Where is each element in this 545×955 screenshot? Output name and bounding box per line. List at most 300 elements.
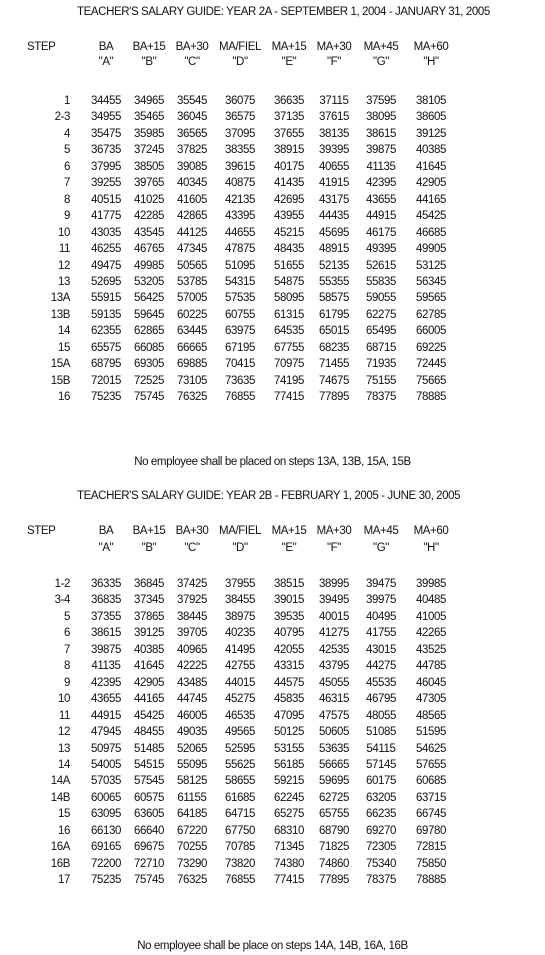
- salary-cell: 42395: [91, 676, 121, 689]
- column-header: MA+30: [316, 525, 352, 537]
- salary-cell: 38505: [134, 160, 164, 173]
- guide-note: No employee shall be placed on steps 13A, 13B, 15A, 15B: [134, 456, 411, 468]
- salary-cell: 55625: [225, 758, 255, 771]
- salary-cell: 66665: [177, 341, 207, 354]
- salary-cell: 40175: [274, 160, 304, 173]
- salary-cell: 50125: [274, 726, 304, 739]
- salary-cell: 40235: [225, 627, 255, 640]
- salary-cell: 43035: [91, 226, 121, 239]
- salary-cell: 51655: [274, 259, 304, 272]
- salary-cell: 56425: [134, 292, 164, 305]
- step-number: 6: [64, 160, 70, 173]
- salary-cell: 57655: [416, 758, 446, 771]
- salary-cell: 41025: [134, 193, 164, 206]
- step-number: 16: [58, 824, 70, 837]
- salary-cell: 46315: [319, 693, 349, 706]
- salary-cell: 37115: [319, 95, 349, 107]
- salary-cell: 42135: [225, 193, 255, 206]
- salary-cell: 53205: [134, 275, 164, 288]
- salary-cell: 54625: [416, 742, 446, 755]
- salary-cell: 41775: [91, 210, 121, 223]
- salary-cell: 67750: [225, 824, 255, 837]
- salary-cell: 54315: [225, 275, 255, 288]
- salary-cell: 69305: [134, 358, 164, 371]
- salary-cell: 46765: [134, 243, 164, 256]
- step-number: 16B: [50, 857, 70, 870]
- salary-cell: 42265: [416, 627, 446, 640]
- salary-cell: 73635: [225, 374, 255, 387]
- salary-cell: 71935: [366, 358, 396, 371]
- salary-cell: 41435: [274, 177, 304, 190]
- salary-cell: 38135: [319, 127, 349, 140]
- salary-cell: 44275: [366, 660, 396, 673]
- salary-cell: 43395: [225, 210, 255, 223]
- column-header: BA+15: [132, 41, 166, 53]
- salary-cell: 72710: [134, 857, 164, 870]
- salary-cell: 39015: [274, 594, 304, 607]
- salary-cell: 52065: [177, 742, 207, 755]
- salary-cell: 75850: [416, 857, 446, 870]
- salary-cell: 39875: [366, 144, 396, 157]
- salary-cell: 54875: [274, 275, 304, 288]
- salary-cell: 37995: [91, 160, 121, 173]
- salary-cell: 48055: [366, 709, 396, 722]
- salary-cell: 64185: [177, 808, 207, 821]
- salary-cell: 49395: [366, 243, 396, 256]
- step-number: 5: [64, 610, 70, 623]
- salary-cell: 61795: [319, 308, 349, 321]
- salary-cell: 39495: [319, 594, 349, 607]
- salary-cell: 73105: [177, 374, 207, 387]
- salary-cell: 66005: [416, 325, 446, 338]
- salary-cell: 36735: [91, 144, 121, 157]
- salary-cell: 45425: [134, 709, 164, 722]
- salary-cell: 50975: [91, 742, 121, 755]
- salary-cell: 39615: [225, 160, 255, 173]
- salary-cell: 42225: [177, 660, 207, 673]
- salary-cell: 39985: [416, 578, 446, 590]
- salary-cell: 37425: [177, 578, 207, 590]
- salary-cell: 46045: [416, 676, 446, 689]
- salary-cell: 43175: [319, 193, 349, 206]
- salary-cell: 43525: [416, 643, 446, 656]
- salary-cell: 75235: [91, 874, 121, 887]
- salary-cell: 75665: [416, 374, 446, 387]
- column-code: "F": [327, 542, 341, 554]
- salary-cell: 38615: [91, 627, 121, 640]
- salary-cell: 43015: [366, 643, 396, 656]
- salary-cell: 44915: [91, 709, 121, 722]
- column-code: "C": [184, 542, 200, 554]
- salary-cell: 51595: [416, 726, 446, 739]
- salary-cell: 38445: [177, 610, 207, 623]
- column-header: MA+60: [413, 525, 449, 537]
- salary-cell: 39975: [366, 594, 396, 607]
- column-code: "B": [141, 542, 157, 554]
- salary-cell: 61685: [225, 791, 255, 804]
- step-number: 13: [58, 275, 70, 288]
- salary-cell: 38615: [366, 127, 396, 140]
- salary-cell: 49565: [225, 726, 255, 739]
- salary-cell: 76325: [177, 391, 207, 404]
- salary-cell: 53125: [416, 259, 446, 272]
- step-number: 9: [64, 676, 70, 689]
- salary-cell: 35545: [177, 95, 207, 107]
- salary-cell: 45695: [319, 226, 349, 239]
- salary-cell: 56665: [319, 758, 349, 771]
- column-header: BA: [98, 525, 114, 537]
- column-header: MA/FIEL: [219, 525, 261, 537]
- step-number: 3-4: [54, 594, 70, 607]
- step-number: 2-3: [54, 111, 70, 124]
- salary-cell: 51085: [366, 726, 396, 739]
- salary-cell: 73820: [225, 857, 255, 870]
- salary-cell: 53635: [319, 742, 349, 755]
- column-header: MA+30: [316, 41, 352, 53]
- salary-cell: 47305: [416, 693, 446, 706]
- step-header: STEP: [27, 41, 56, 53]
- salary-cell: 38355: [225, 144, 255, 157]
- salary-cell: 37095: [225, 127, 255, 140]
- salary-cell: 58575: [319, 292, 349, 305]
- salary-cell: 44655: [225, 226, 255, 239]
- salary-cell: 66235: [366, 808, 396, 821]
- salary-cell: 63715: [416, 791, 446, 804]
- salary-cell: 53785: [177, 275, 207, 288]
- salary-cell: 41605: [177, 193, 207, 206]
- salary-cell: 47875: [225, 243, 255, 256]
- salary-cell: 41645: [416, 160, 446, 173]
- salary-cell: 75235: [91, 391, 121, 404]
- salary-cell: 67195: [225, 341, 255, 354]
- salary-cell: 50605: [319, 726, 349, 739]
- salary-cell: 41755: [366, 627, 396, 640]
- salary-cell: 74195: [274, 374, 304, 387]
- salary-cell: 48565: [416, 709, 446, 722]
- salary-cell: 77895: [319, 874, 349, 887]
- salary-cell: 38975: [225, 610, 255, 623]
- step-number: 16A: [50, 841, 70, 854]
- column-code: "E": [281, 542, 297, 554]
- step-number: 13: [58, 742, 70, 755]
- salary-cell: 44915: [366, 210, 396, 223]
- step-number: 8: [64, 193, 70, 206]
- salary-cell: 66745: [416, 808, 446, 821]
- salary-cell: 65755: [319, 808, 349, 821]
- step-number: 8: [64, 660, 70, 673]
- salary-cell: 46535: [225, 709, 255, 722]
- salary-cell: 48435: [274, 243, 304, 256]
- salary-cell: 65275: [274, 808, 304, 821]
- salary-cell: 41495: [225, 643, 255, 656]
- salary-cell: 40515: [91, 193, 121, 206]
- salary-cell: 35985: [134, 127, 164, 140]
- salary-cell: 36635: [274, 95, 304, 107]
- salary-cell: 47575: [319, 709, 349, 722]
- salary-cell: 39875: [91, 643, 121, 656]
- salary-cell: 41915: [319, 177, 349, 190]
- salary-cell: 59645: [134, 308, 164, 321]
- salary-cell: 41275: [319, 627, 349, 640]
- step-number: 16: [58, 391, 70, 404]
- salary-cell: 68795: [91, 358, 121, 371]
- step-number: 11: [58, 243, 70, 256]
- column-code: "C": [184, 56, 200, 68]
- step-number: 12: [58, 259, 70, 272]
- salary-cell: 46255: [91, 243, 121, 256]
- salary-cell: 43655: [366, 193, 396, 206]
- step-number: 15B: [50, 374, 70, 387]
- salary-cell: 41135: [366, 160, 396, 173]
- salary-cell: 45275: [225, 693, 255, 706]
- salary-cell: 54515: [134, 758, 164, 771]
- salary-cell: 57005: [177, 292, 207, 305]
- salary-cell: 65015: [319, 325, 349, 338]
- salary-cell: 69780: [416, 824, 446, 837]
- salary-cell: 70975: [274, 358, 304, 371]
- column-header: BA+30: [175, 41, 209, 53]
- salary-cell: 40015: [319, 610, 349, 623]
- step-header: STEP: [27, 525, 56, 537]
- salary-cell: 60575: [134, 791, 164, 804]
- salary-cell: 43315: [274, 660, 304, 673]
- salary-cell: 72200: [91, 857, 121, 870]
- salary-cell: 66085: [134, 341, 164, 354]
- salary-cell: 38915: [274, 144, 304, 157]
- step-number: 14A: [50, 775, 70, 788]
- salary-cell: 69270: [366, 824, 396, 837]
- salary-cell: 44785: [416, 660, 446, 673]
- step-number: 14: [58, 325, 70, 338]
- salary-cell: 36835: [91, 594, 121, 607]
- salary-cell: 58655: [225, 775, 255, 788]
- column-code: "G": [373, 56, 389, 68]
- salary-cell: 67755: [274, 341, 304, 354]
- salary-cell: 39705: [177, 627, 207, 640]
- salary-cell: 34965: [134, 95, 164, 107]
- salary-cell: 46685: [416, 226, 446, 239]
- salary-cell: 37245: [134, 144, 164, 157]
- salary-cell: 60755: [225, 308, 255, 321]
- salary-cell: 39475: [366, 578, 396, 590]
- salary-cell: 37355: [91, 610, 121, 623]
- salary-cell: 76325: [177, 874, 207, 887]
- step-number: 12: [58, 726, 70, 739]
- guide-title: TEACHER'S SALARY GUIDE: YEAR 2B - FEBRUARY 1, 2005 - JUNE 30, 2005: [77, 490, 461, 502]
- guide-title: TEACHER'S SALARY GUIDE: YEAR 2A - SEPTEMBER 1, 2004 - JANUARY 31, 2005: [77, 6, 490, 18]
- salary-cell: 69165: [91, 841, 121, 854]
- salary-cell: 37135: [274, 111, 304, 124]
- salary-cell: 36075: [225, 95, 255, 107]
- salary-cell: 56345: [416, 275, 446, 288]
- salary-cell: 40655: [319, 160, 349, 173]
- salary-cell: 67220: [177, 824, 207, 837]
- salary-cell: 55355: [319, 275, 349, 288]
- salary-cell: 55915: [91, 292, 121, 305]
- column-code: "H": [423, 56, 439, 68]
- salary-cell: 35465: [134, 111, 164, 124]
- step-number: 14: [58, 758, 70, 771]
- salary-cell: 42285: [134, 210, 164, 223]
- salary-cell: 43655: [91, 693, 121, 706]
- salary-cell: 62725: [319, 791, 349, 804]
- salary-cell: 42905: [134, 676, 164, 689]
- salary-cell: 47095: [274, 709, 304, 722]
- salary-cell: 74675: [319, 374, 349, 387]
- column-code: "E": [281, 56, 297, 68]
- step-number: 10: [58, 226, 70, 239]
- salary-cell: 59565: [416, 292, 446, 305]
- salary-cell: 45215: [274, 226, 304, 239]
- column-code: "G": [373, 542, 389, 554]
- salary-cell: 59135: [91, 308, 121, 321]
- step-number: 7: [64, 643, 70, 656]
- salary-cell: 75745: [134, 874, 164, 887]
- column-header: MA+45: [363, 525, 399, 537]
- salary-cell: 59215: [274, 775, 304, 788]
- salary-cell: 57535: [225, 292, 255, 305]
- column-header: MA/FIEL: [219, 41, 261, 53]
- salary-cell: 49475: [91, 259, 121, 272]
- step-number: 15: [58, 808, 70, 821]
- salary-cell: 40965: [177, 643, 207, 656]
- salary-cell: 66640: [134, 824, 164, 837]
- salary-cell: 71825: [319, 841, 349, 854]
- salary-cell: 40345: [177, 177, 207, 190]
- step-number: 5: [64, 144, 70, 157]
- salary-cell: 60225: [177, 308, 207, 321]
- salary-cell: 64715: [225, 808, 255, 821]
- salary-cell: 45425: [416, 210, 446, 223]
- salary-cell: 34955: [91, 111, 121, 124]
- column-code: "H": [423, 542, 439, 554]
- salary-cell: 76855: [225, 874, 255, 887]
- salary-cell: 62245: [274, 791, 304, 804]
- salary-cell: 48915: [319, 243, 349, 256]
- column-header: BA+30: [175, 525, 209, 537]
- salary-cell: 71455: [319, 358, 349, 371]
- salary-cell: 43955: [274, 210, 304, 223]
- salary-cell: 62865: [134, 325, 164, 338]
- salary-cell: 60065: [91, 791, 121, 804]
- salary-cell: 70415: [225, 358, 255, 371]
- salary-cell: 39535: [274, 610, 304, 623]
- salary-cell: 76855: [225, 391, 255, 404]
- salary-cell: 57545: [134, 775, 164, 788]
- salary-cell: 55095: [177, 758, 207, 771]
- salary-cell: 58125: [177, 775, 207, 788]
- salary-cell: 54115: [366, 742, 396, 755]
- column-code: "F": [327, 56, 341, 68]
- salary-cell: 37865: [134, 610, 164, 623]
- salary-cell: 45535: [366, 676, 396, 689]
- salary-cell: 40495: [366, 610, 396, 623]
- salary-cell: 37345: [134, 594, 164, 607]
- step-number: 14B: [50, 791, 70, 804]
- salary-cell: 44015: [225, 676, 255, 689]
- salary-cell: 36565: [177, 127, 207, 140]
- salary-cell: 42055: [274, 643, 304, 656]
- salary-cell: 43485: [177, 676, 207, 689]
- salary-cell: 38605: [416, 111, 446, 124]
- salary-cell: 62785: [416, 308, 446, 321]
- salary-cell: 61315: [274, 308, 304, 321]
- salary-cell: 37655: [274, 127, 304, 140]
- salary-cell: 38095: [366, 111, 396, 124]
- salary-cell: 77415: [274, 874, 304, 887]
- salary-cell: 70255: [177, 841, 207, 854]
- salary-cell: 40385: [416, 144, 446, 157]
- salary-cell: 42395: [366, 177, 396, 190]
- salary-cell: 43795: [319, 660, 349, 673]
- salary-cell: 52695: [91, 275, 121, 288]
- salary-cell: 35475: [91, 127, 121, 140]
- salary-cell: 45055: [319, 676, 349, 689]
- salary-cell: 61155: [177, 791, 207, 804]
- salary-cell: 39395: [319, 144, 349, 157]
- salary-cell: 46795: [366, 693, 396, 706]
- salary-cell: 48455: [134, 726, 164, 739]
- salary-cell: 46005: [177, 709, 207, 722]
- salary-cell: 63975: [225, 325, 255, 338]
- step-number: 1: [64, 95, 70, 107]
- salary-cell: 37595: [366, 95, 396, 107]
- step-number: 17: [58, 874, 70, 887]
- step-number: 15: [58, 341, 70, 354]
- salary-cell: 63095: [91, 808, 121, 821]
- salary-cell: 42905: [416, 177, 446, 190]
- salary-cell: 69885: [177, 358, 207, 371]
- salary-cell: 70785: [225, 841, 255, 854]
- salary-cell: 72525: [134, 374, 164, 387]
- salary-cell: 72445: [416, 358, 446, 371]
- step-number: 15A: [50, 358, 70, 371]
- salary-cell: 65575: [91, 341, 121, 354]
- salary-cell: 42695: [274, 193, 304, 206]
- salary-cell: 69225: [416, 341, 446, 354]
- salary-cell: 44435: [319, 210, 349, 223]
- salary-cell: 78375: [366, 391, 396, 404]
- salary-cell: 52615: [366, 259, 396, 272]
- step-number: 13A: [50, 292, 70, 305]
- salary-cell: 53155: [274, 742, 304, 755]
- column-header: BA: [98, 41, 114, 53]
- salary-cell: 62275: [366, 308, 396, 321]
- salary-cell: 68310: [274, 824, 304, 837]
- salary-cell: 47945: [91, 726, 121, 739]
- salary-cell: 73290: [177, 857, 207, 870]
- salary-cell: 47345: [177, 243, 207, 256]
- salary-cell: 52135: [319, 259, 349, 272]
- salary-cell: 44575: [274, 676, 304, 689]
- salary-cell: 75155: [366, 374, 396, 387]
- salary-cell: 74380: [274, 857, 304, 870]
- salary-cell: 75745: [134, 391, 164, 404]
- salary-cell: 55835: [366, 275, 396, 288]
- step-number: 7: [64, 177, 70, 190]
- salary-cell: 45835: [274, 693, 304, 706]
- salary-cell: 42865: [177, 210, 207, 223]
- salary-cell: 68235: [319, 341, 349, 354]
- salary-cell: 77895: [319, 391, 349, 404]
- salary-cell: 41005: [416, 610, 446, 623]
- salary-cell: 38995: [319, 578, 349, 590]
- salary-cell: 69675: [134, 841, 164, 854]
- salary-cell: 50565: [177, 259, 207, 272]
- salary-cell: 36045: [177, 111, 207, 124]
- step-number: 1-2: [54, 578, 70, 590]
- salary-cell: 57035: [91, 775, 121, 788]
